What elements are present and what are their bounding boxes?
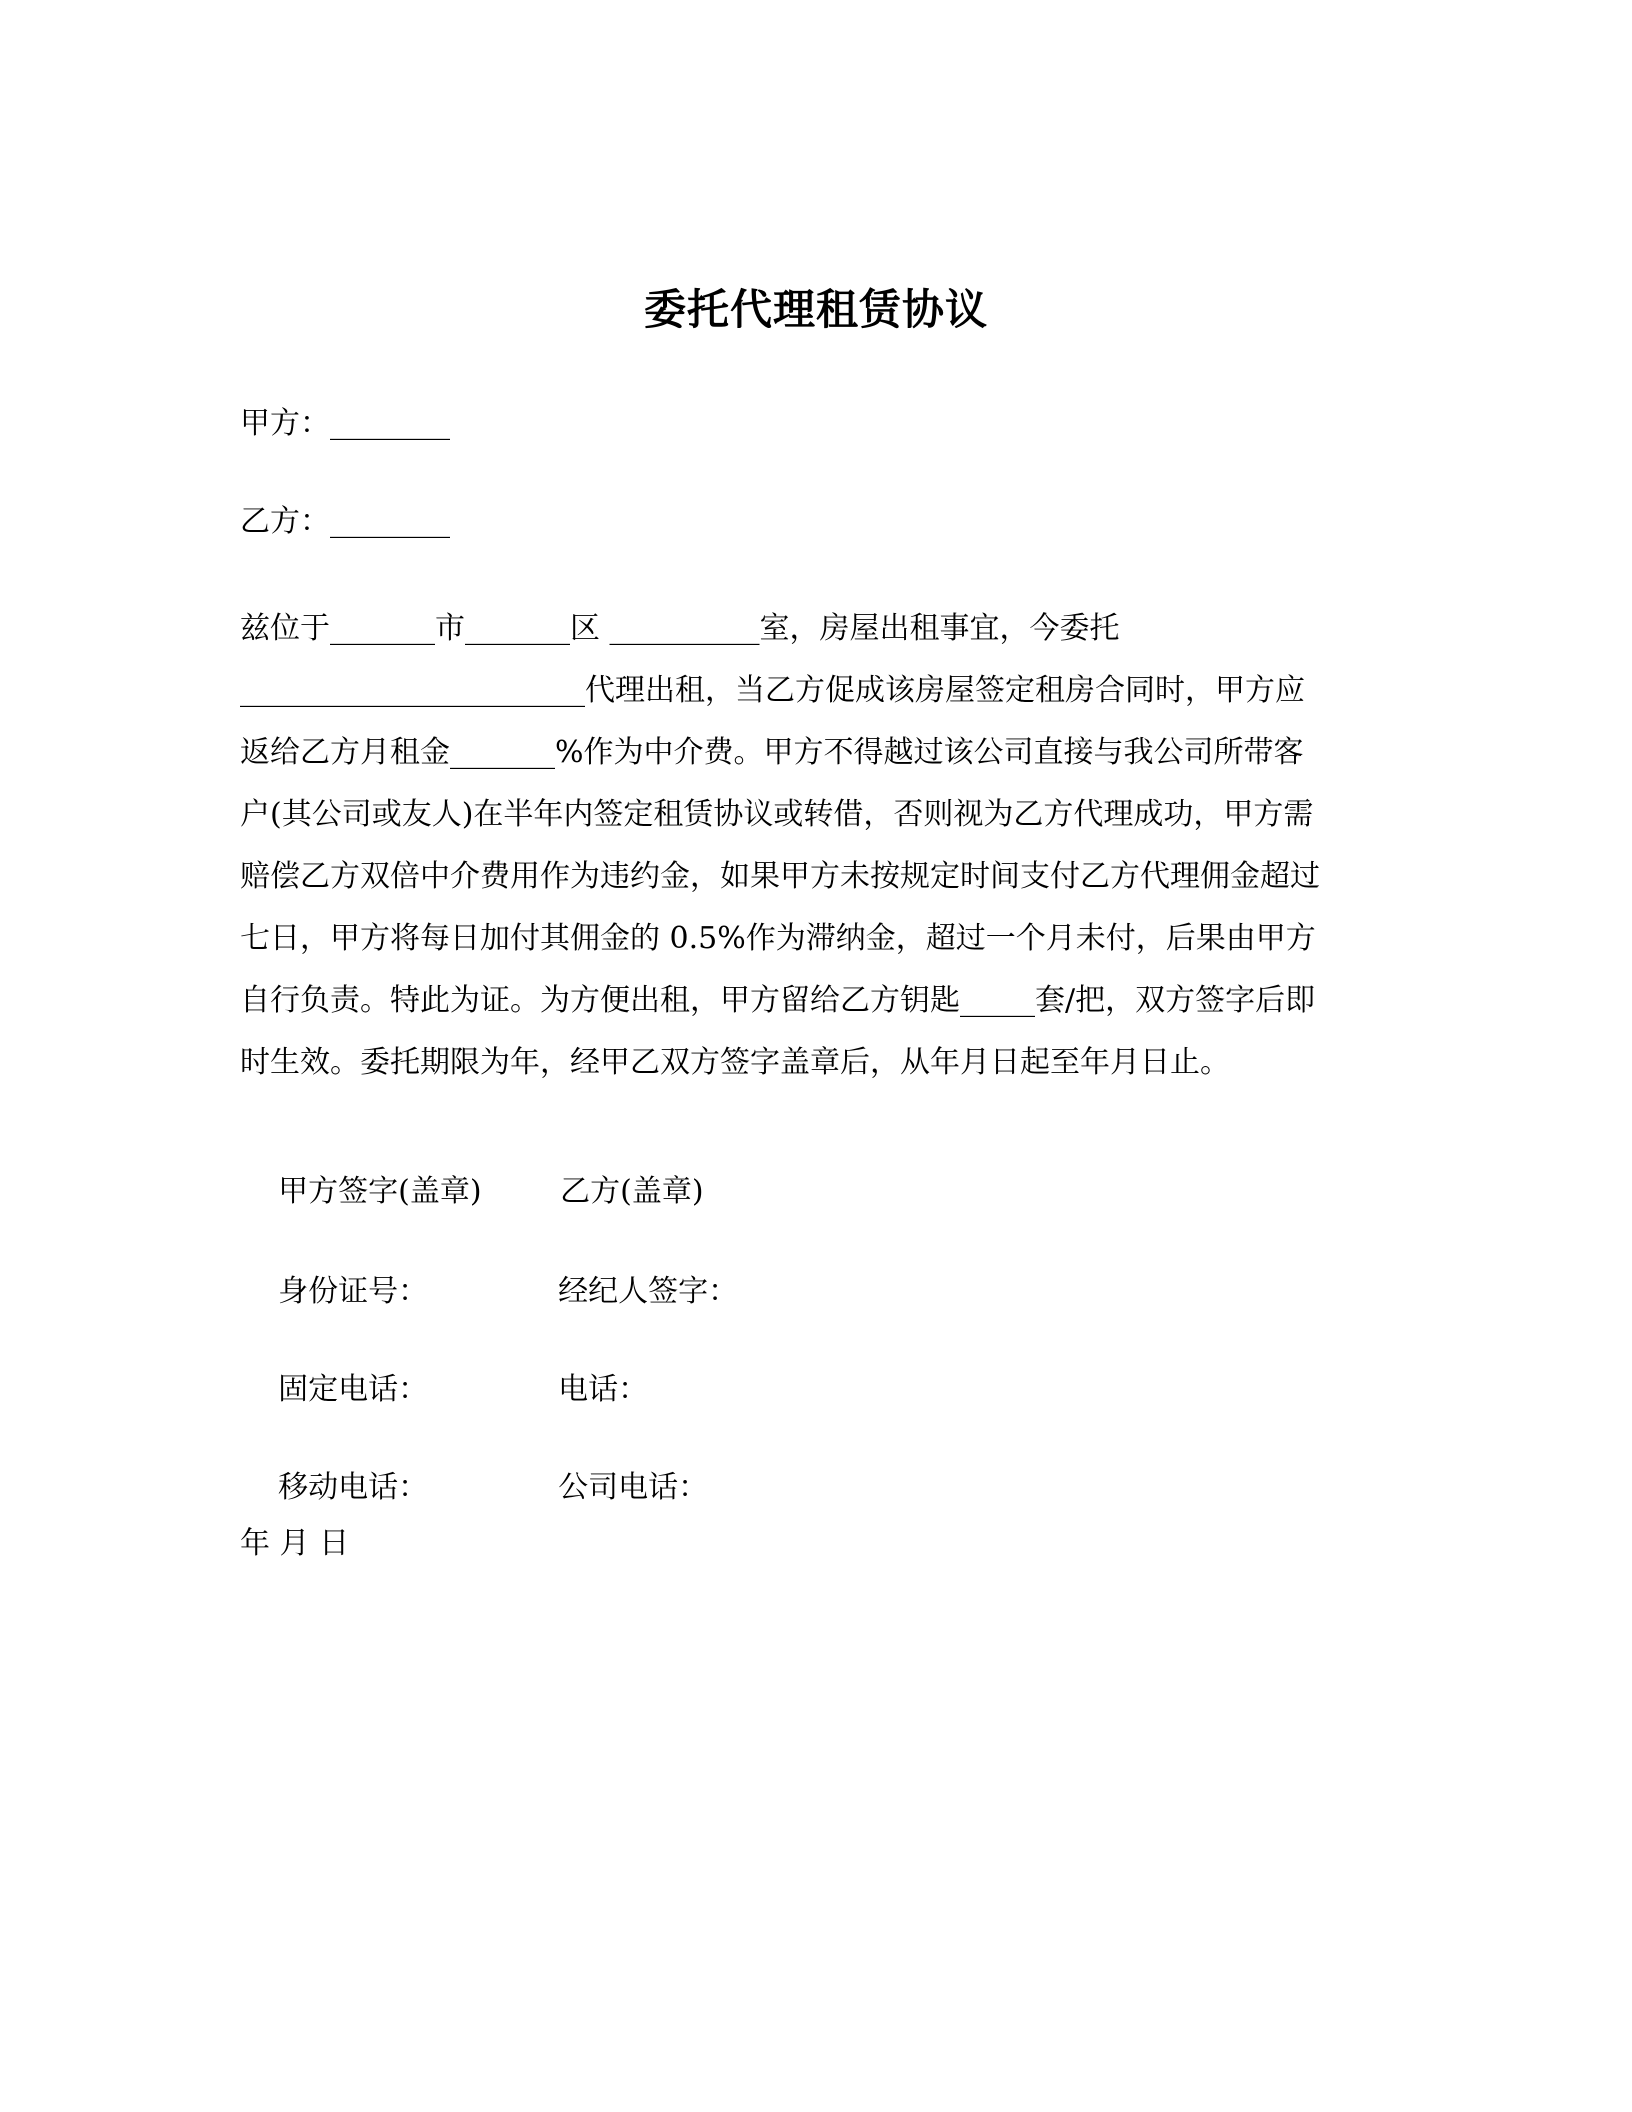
party-a-signature-label: 甲方签字(盖章) (278, 1174, 482, 1209)
id-number-label: 身份证号： (278, 1274, 429, 1309)
body-line: 七日，甲方将每日加付其佣金的 0.5%作为滞纳金，超过一个月未付，后果由甲方 (240, 921, 1316, 956)
body-line: 兹位于_______市_______区 __________室，房屋出租事宜，今委托 (240, 611, 1120, 646)
body-line: 自行负责。特此为证。为方便出租，甲方留给乙方钥匙_____套/把，双方签字后即 (240, 983, 1316, 1018)
body-line: 户(其公司或友人)在半年内签定租赁协议或转借，否则视为乙方代理成功，甲方需 (240, 797, 1314, 832)
document-title: 委托代理租赁协议 (643, 285, 988, 334)
party-b-seal-label: 乙方(盖章) (560, 1174, 704, 1209)
body-line: 赔偿乙方双倍中介费用作为违约金，如果甲方未按规定时间支付乙方代理佣金超过 (240, 859, 1320, 894)
body-line: 时生效。委托期限为年，经甲乙双方签字盖章后，从年月日起至年月日止。 (240, 1045, 1230, 1080)
landline-label: 固定电话： (278, 1372, 429, 1407)
phone-label: 电话： (558, 1372, 649, 1407)
mobile-label: 移动电话： (278, 1470, 429, 1505)
agreement-body (240, 598, 1390, 1094)
body-line: 返给乙方月租金_______%作为中介费。甲方不得越过该公司直接与我公司所带客 (240, 735, 1304, 770)
party-a-line: 甲方：________ (240, 406, 450, 441)
date-line: 年 月 日 (240, 1526, 350, 1561)
agent-signature-label: 经纪人签字： (558, 1274, 739, 1309)
body-line: _______________________代理出租，当乙方促成该房屋签定租房合同时，甲方应 (240, 673, 1305, 708)
company-phone-label: 公司电话： (558, 1470, 709, 1505)
party-b-line: 乙方：________ (240, 504, 450, 539)
